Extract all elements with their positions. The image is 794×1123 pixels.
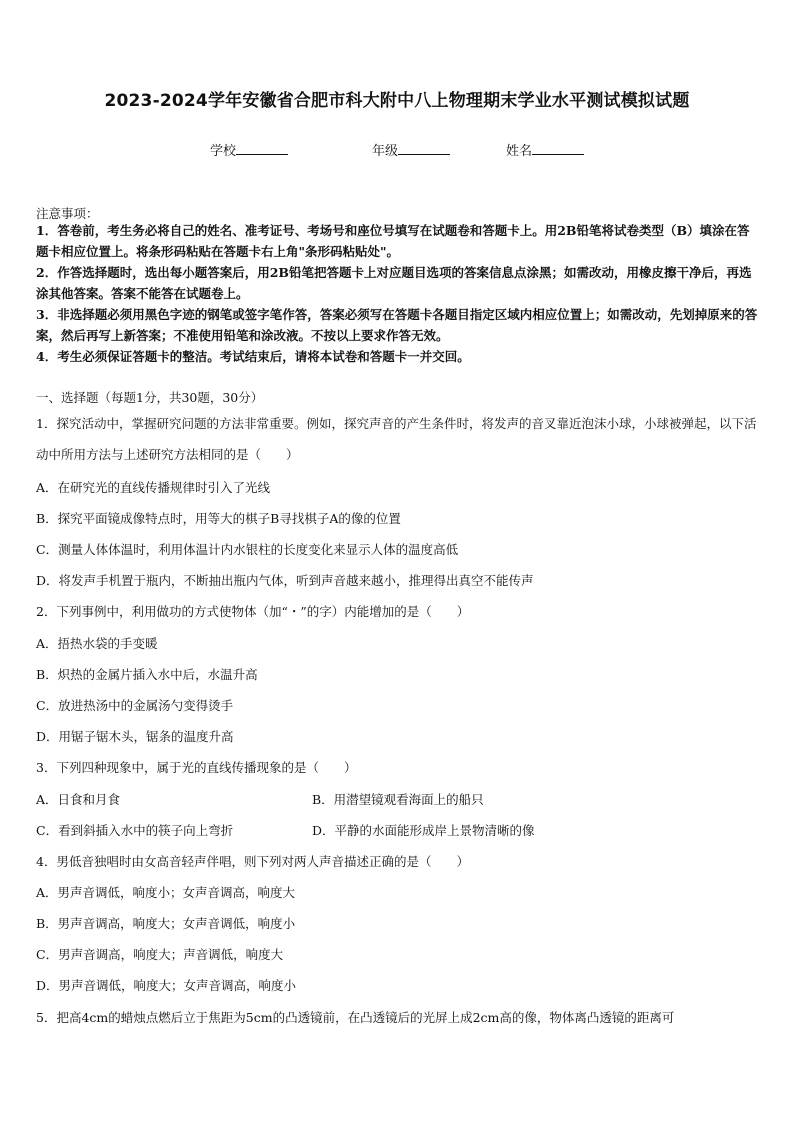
section-heading: 一、选择题（每题1分，共30题，30分）	[36, 390, 264, 405]
grade-label: 年级	[372, 144, 399, 159]
q2-option-a: A．捂热水袋的手变暖	[36, 636, 158, 651]
note-item: 1．答卷前，考生务必将自己的姓名、准考证号、考场号和座位号填写在试题卷和答题卡上。用2B铅笔将试卷类型（B）填涂在答题卡相应位置上。将条形码粘贴在答题卡右上角"条形码粘贴处"。	[36, 223, 750, 259]
school-label: 学校	[210, 144, 237, 159]
q4-option-c: C．男声音调高，响度大；声音调低，响度大	[36, 947, 284, 962]
q2-option-d: D．用锯子锯木头，锯条的温度升高	[36, 729, 234, 744]
name-label: 姓名	[506, 144, 533, 159]
question-3-stem: 3．下列四种现象中，属于光的直线传播现象的是（ ）	[36, 760, 357, 775]
q4-option-a: A．男声音调低，响度小；女声音调高，响度大	[36, 885, 296, 900]
q4-option-b: B．男声音调高，响度大；女声音调低，响度小	[36, 916, 296, 931]
notes-heading: 注意事项：	[36, 206, 99, 221]
q1-option-b: B．探究平面镜成像特点时，用等大的棋子B寻找棋子A的像的位置	[36, 511, 401, 526]
q3-option-d: D．平静的水面能形成岸上景物清晰的像	[312, 823, 535, 838]
question-2-stem: 2．下列事例中，利用做功的方式使物体（加“・”的字）内能增加的是（ ）	[36, 604, 470, 619]
note-item: 4．考生必须保证答题卡的整洁。考试结束后，请将本试卷和答题卡一并交回。	[36, 349, 470, 364]
question-1-stem: 1．探究活动中，掌握研究问题的方法非常重要。例如，探究声音的产生条件时，将发声的音叉靠近泡沫小球，小球被弹起，以下活动中所用方法与上述研究方法相同的是（ ）	[36, 416, 757, 462]
q3-option-a: A．日食和月食	[36, 792, 121, 807]
q4-option-d: D．男声音调低，响度大；女声音调高，响度小	[36, 978, 297, 993]
question-5-stem: 5．把高4cm的蜡烛点燃后立于焦距为5cm的凸透镜前，在凸透镜后的光屏上成2cm高的像，物体离凸透镜的距离可	[36, 1010, 675, 1025]
q3-option-b: B．用潜望镜观看海面上的船只	[312, 792, 484, 807]
q2-option-c: C．放进热汤中的金属汤勺变得烫手	[36, 698, 234, 713]
page-title: 2023-2024学年安徽省合肥市科大附中八上物理期末学业水平测试模拟试题	[104, 91, 690, 111]
q1-option-d: D．将发声手机置于瓶内，不断抽出瓶内气体，听到声音越来越小，推理得出真空不能传声	[36, 573, 534, 588]
name-blank[interactable]	[532, 142, 584, 155]
q2-option-b: B．炽热的金属片插入水中后，水温升高	[36, 667, 258, 682]
grade-field[interactable]	[372, 140, 450, 159]
q1-option-a: A．在研究光的直线传播规律时引入了光线	[36, 480, 271, 495]
name-field[interactable]	[506, 140, 584, 159]
grade-blank[interactable]	[398, 142, 450, 155]
school-blank[interactable]	[236, 142, 288, 155]
note-item: 3．非选择题必须用黑色字迹的钢笔或签字笔作答，答案必须写在答题卡各题目指定区域内相应位置上；如需改动，先划掉原来的答案，然后再写上新答案；不准使用铅笔和涂改液。不按以上要求作答无效。	[36, 307, 758, 343]
question-4-stem: 4．男低音独唱时由女高音轻声伴唱，则下列对两人声音描述正确的是（ ）	[36, 854, 469, 869]
school-field[interactable]	[210, 140, 288, 159]
note-item: 2．作答选择题时，选出每小题答案后，用2B铅笔把答题卡上对应题目选项的答案信息点涂黑；如需改动，用橡皮擦干净后，再选涂其他答案。答案不能答在试题卷上。	[36, 265, 752, 301]
q3-option-c: C．看到斜插入水中的筷子向上弯折	[36, 823, 234, 838]
q1-option-c: C．测量人体体温时，利用体温计内水银柱的长度变化来显示人体的温度高低	[36, 542, 459, 557]
